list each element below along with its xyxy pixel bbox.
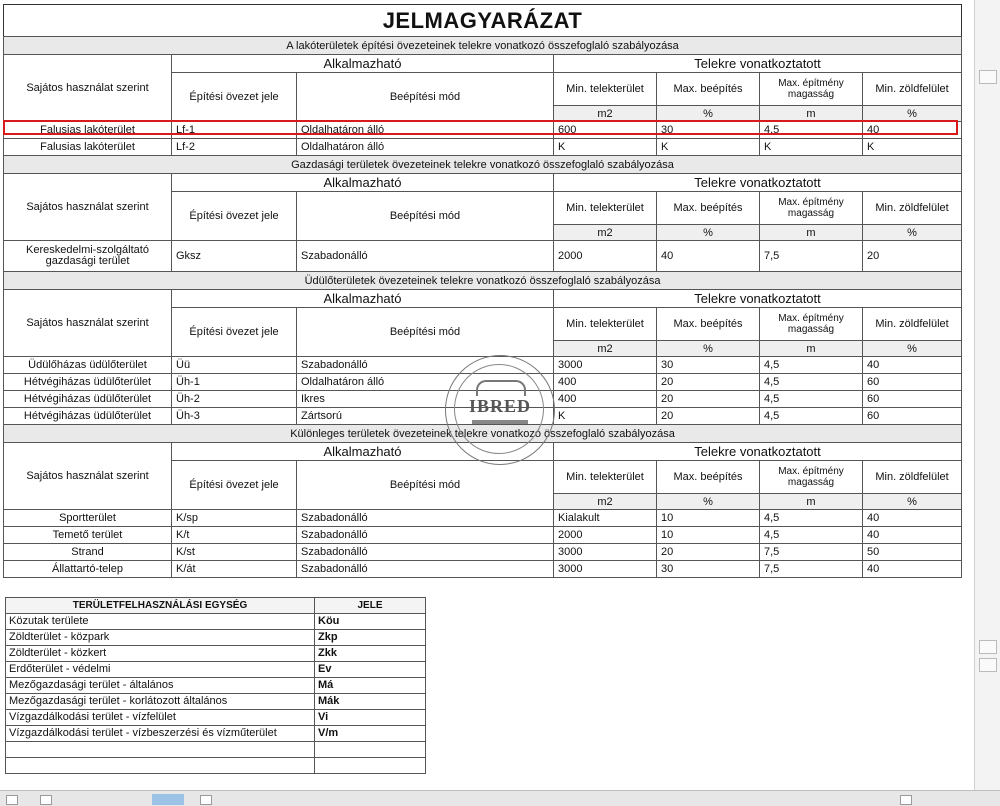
legend-row [6,742,426,758]
section-title-row [4,156,962,174]
cell-min-zold: 50 [863,544,962,561]
stamp-text: IBRED [468,396,531,416]
header-max-epitmeny-magassag: Max. építmény magasság [760,192,863,225]
cell-use: Strand [4,544,172,561]
legend-unit-name [6,758,315,774]
table-row [4,527,962,544]
cell-code: Lf-1 [172,122,297,139]
legend-row [6,678,426,694]
legend-row [6,614,426,630]
header-telekre-vonatkoztatott: Telekre vonatkoztatott [554,174,962,192]
table-row [4,561,962,578]
header-beepitesi-mod: Beépítési mód [297,192,554,241]
cell-min-telek: K [554,139,657,156]
header-max-epitmeny-magassag: Max. építmény magasság [760,73,863,106]
legend-unit-code [315,742,426,758]
cell-max-beep: 10 [657,510,760,527]
cell-use: Temető terület [4,527,172,544]
cell-min-telek: Kialakult [554,510,657,527]
header-min-telekterulet: Min. telekterület [554,192,657,225]
header-epitesi-ovezet-jele: Építési övezet jele [172,461,297,510]
cell-min-telek: 600 [554,122,657,139]
section-title: Üdülőterületek övezeteinek telekre vonatkozó összefoglaló szabályozása [4,272,962,290]
table-row [4,391,962,408]
cell-max-beep: 20 [657,408,760,425]
cell-code: Lf-2 [172,139,297,156]
table-row [4,241,962,272]
section-title-row [4,37,962,55]
unit-percent: % [657,106,760,122]
legend-unit-name [6,742,315,758]
toolbar-square-icon[interactable] [979,70,997,84]
cell-min-zold: 60 [863,391,962,408]
right-toolbar [974,0,1000,805]
header-telekre-vonatkoztatott: Telekre vonatkoztatott [554,290,962,308]
unit-m: m [760,225,863,241]
cell-max-beep: K [657,139,760,156]
cell-max-beep: 20 [657,391,760,408]
cell-min-zold: 60 [863,408,962,425]
legend-unit-code: Ev [315,662,426,678]
cell-max-magassag: 7,5 [760,561,863,578]
cell-min-telek: K [554,408,657,425]
cell-min-zold: 40 [863,510,962,527]
cell-code: Üh-3 [172,408,297,425]
cell-min-zold: 40 [863,357,962,374]
cell-mode: Zártsorú [297,408,554,425]
regulation-table [3,36,962,578]
legend-unit-code: Mák [315,694,426,710]
header-alkalmazhato: Alkalmazható [172,290,554,308]
cell-min-telek: 3000 [554,544,657,561]
cell-max-beep: 30 [657,561,760,578]
legend-unit-code: V/m [315,726,426,742]
cell-min-telek: 400 [554,391,657,408]
cell-mode: Szabadonálló [297,544,554,561]
table-row [4,357,962,374]
unit-m: m [760,494,863,510]
header-max-beepites: Max. beépítés [657,192,760,225]
status-square-icon[interactable] [900,795,912,805]
legend-col-unit: TERÜLETFELHASZNÁLÁSI EGYSÉG [6,598,315,614]
legend-unit-code: Vi [315,710,426,726]
cell-code: K/st [172,544,297,561]
legend-unit-name: Zöldterület - közkert [6,646,315,662]
cell-use: Sportterület [4,510,172,527]
cell-max-magassag: 7,5 [760,241,863,272]
legend-unit-name: Vízgazdálkodási terület - vízbeszerzési és vízműterület [6,726,315,742]
cell-min-zold: 20 [863,241,962,272]
cell-max-magassag: 4,5 [760,391,863,408]
header-telekre-vonatkoztatott: Telekre vonatkoztatott [554,55,962,73]
cell-min-telek: 400 [554,374,657,391]
cell-code: Üü [172,357,297,374]
legend-unit-code: Zkk [315,646,426,662]
bottom-status-bar [0,790,1000,806]
cell-max-magassag: 7,5 [760,544,863,561]
cell-mode: Szabadonálló [297,357,554,374]
section-title-row [4,272,962,290]
legend-unit-code [315,758,426,774]
page-title: JELMAGYARÁZAT [3,4,962,37]
section-title: A lakóterületek építési övezeteinek telekre vonatkozó összefoglaló szabályozása [4,37,962,55]
header-beepitesi-mod: Beépítési mód [297,73,554,122]
header-max-beepites: Max. beépítés [657,308,760,341]
unit-percent: % [657,494,760,510]
header-epitesi-ovezet-jele: Építési övezet jele [172,308,297,357]
cell-min-telek: 3000 [554,561,657,578]
header-sajatos-hasznalat: Sajátos használat szerint [4,290,172,357]
header-max-beepites: Max. beépítés [657,73,760,106]
cell-min-zold: 60 [863,374,962,391]
header-alkalmazhato: Alkalmazható [172,55,554,73]
header-telekre-vonatkoztatott: Telekre vonatkoztatott [554,443,962,461]
table-row [4,408,962,425]
cell-mode: Ikres [297,391,554,408]
legend-unit-code: Zkp [315,630,426,646]
cell-use: Falusias lakóterület [4,122,172,139]
legend-unit-name: Zöldterület - közpark [6,630,315,646]
cell-use: Falusias lakóterület [4,139,172,156]
cell-code: Üh-2 [172,391,297,408]
table-row [4,139,962,156]
cell-use: Hétvégiházas üdülőterület [4,408,172,425]
cell-code: Gksz [172,241,297,272]
toolbar-square-icon[interactable] [979,640,997,654]
section-title-row [4,425,962,443]
unit-m: m [760,341,863,357]
legend-row [6,710,426,726]
cell-use: Kereskedelmi-szolgáltató gazdasági terület [4,241,172,272]
status-square-icon[interactable] [40,795,52,805]
header-sajatos-hasznalat: Sajátos használat szerint [4,443,172,510]
legend-unit-name: Erdőterület - védelmi [6,662,315,678]
cell-mode: Oldalhatáron álló [297,139,554,156]
cell-use: Hétvégiházas üdülőterület [4,374,172,391]
header-min-zoldfelulet: Min. zöldfelület [863,308,962,341]
legend-row [6,662,426,678]
cell-max-magassag: 4,5 [760,408,863,425]
header-alkalmazhato: Alkalmazható [172,174,554,192]
header-min-zoldfelulet: Min. zöldfelület [863,192,962,225]
unit-m2: m2 [554,341,657,357]
header-row-groups [4,443,962,461]
unit-percent: % [863,106,962,122]
cell-min-zold: K [863,139,962,156]
legend-row [6,726,426,742]
table-row [4,510,962,527]
cell-code: K/sp [172,510,297,527]
legend-row [6,758,426,774]
cell-max-beep: 30 [657,122,760,139]
legend-unit-name: Mezőgazdasági terület - korlátozott általános [6,694,315,710]
cell-max-beep: 40 [657,241,760,272]
legend-col-jele: JELE [315,598,426,614]
cell-min-telek: 2000 [554,527,657,544]
cell-max-magassag: 4,5 [760,527,863,544]
cell-max-beep: 30 [657,357,760,374]
header-sajatos-hasznalat: Sajátos használat szerint [4,55,172,122]
cell-mode: Oldalhatáron álló [297,374,554,391]
header-row-groups [4,55,962,73]
cell-code: K/át [172,561,297,578]
cell-mode: Oldalhatáron álló [297,122,554,139]
header-min-telekterulet: Min. telekterület [554,461,657,494]
cell-min-telek: 3000 [554,357,657,374]
table-row [4,122,962,139]
cell-max-beep: 20 [657,374,760,391]
legend-unit-name: Közutak területe [6,614,315,630]
legend-table [5,597,426,774]
unit-percent: % [657,341,760,357]
section-title: Különleges területek övezeteinek telekre vonatkozó összefoglaló szabályozása [4,425,962,443]
header-min-zoldfelulet: Min. zöldfelület [863,461,962,494]
cell-mode: Szabadonálló [297,241,554,272]
table-row [4,374,962,391]
header-beepitesi-mod: Beépítési mód [297,461,554,510]
table-row [4,544,962,561]
cell-max-magassag: 4,5 [760,357,863,374]
section-title: Gazdasági területek övezeteinek telekre vonatkozó összefoglaló szabályozása [4,156,962,174]
header-beepitesi-mod: Beépítési mód [297,308,554,357]
cell-min-zold: 40 [863,122,962,139]
header-min-telekterulet: Min. telekterület [554,73,657,106]
toolbar-square-icon[interactable] [979,658,997,672]
unit-m2: m2 [554,225,657,241]
cell-max-beep: 20 [657,544,760,561]
legend-unit-name: Mezőgazdasági terület - általános [6,678,315,694]
unit-percent: % [863,494,962,510]
cell-code: K/t [172,527,297,544]
legend-row [6,694,426,710]
header-alkalmazhato: Alkalmazható [172,443,554,461]
cell-mode: Szabadonálló [297,561,554,578]
cell-code: Üh-1 [172,374,297,391]
header-min-zoldfelulet: Min. zöldfelület [863,73,962,106]
cell-use: Üdülőházas üdülőterület [4,357,172,374]
cell-mode: Szabadonálló [297,510,554,527]
header-epitesi-ovezet-jele: Építési övezet jele [172,73,297,122]
legend-row [6,646,426,662]
header-max-epitmeny-magassag: Max. építmény magasság [760,461,863,494]
status-square-icon[interactable] [200,795,212,805]
unit-m2: m2 [554,494,657,510]
cell-max-magassag: 4,5 [760,374,863,391]
legend-unit-code: Köu [315,614,426,630]
cell-max-magassag: K [760,139,863,156]
legend-header-row [6,598,426,614]
cell-min-zold: 40 [863,527,962,544]
unit-percent: % [863,341,962,357]
header-row-groups [4,174,962,192]
unit-m2: m2 [554,106,657,122]
cell-min-zold: 40 [863,561,962,578]
legend-unit-code: Má [315,678,426,694]
status-selection-indicator [152,794,184,805]
cell-use: Állattartó-telep [4,561,172,578]
cell-max-magassag: 4,5 [760,510,863,527]
cell-max-beep: 10 [657,527,760,544]
unit-percent: % [863,225,962,241]
header-row-groups [4,290,962,308]
header-max-beepites: Max. beépítés [657,461,760,494]
cell-use: Hétvégiházas üdülőterület [4,391,172,408]
header-sajatos-hasznalat: Sajátos használat szerint [4,174,172,241]
legend-row [6,630,426,646]
header-min-telekterulet: Min. telekterület [554,308,657,341]
cell-min-telek: 2000 [554,241,657,272]
header-epitesi-ovezet-jele: Építési övezet jele [172,192,297,241]
status-square-icon[interactable] [6,795,18,805]
legend-unit-name: Vízgazdálkodási terület - vízfelület [6,710,315,726]
cell-max-magassag: 4,5 [760,122,863,139]
header-max-epitmeny-magassag: Max. építmény magasság [760,308,863,341]
unit-m: m [760,106,863,122]
unit-percent: % [657,225,760,241]
cell-mode: Szabadonálló [297,527,554,544]
